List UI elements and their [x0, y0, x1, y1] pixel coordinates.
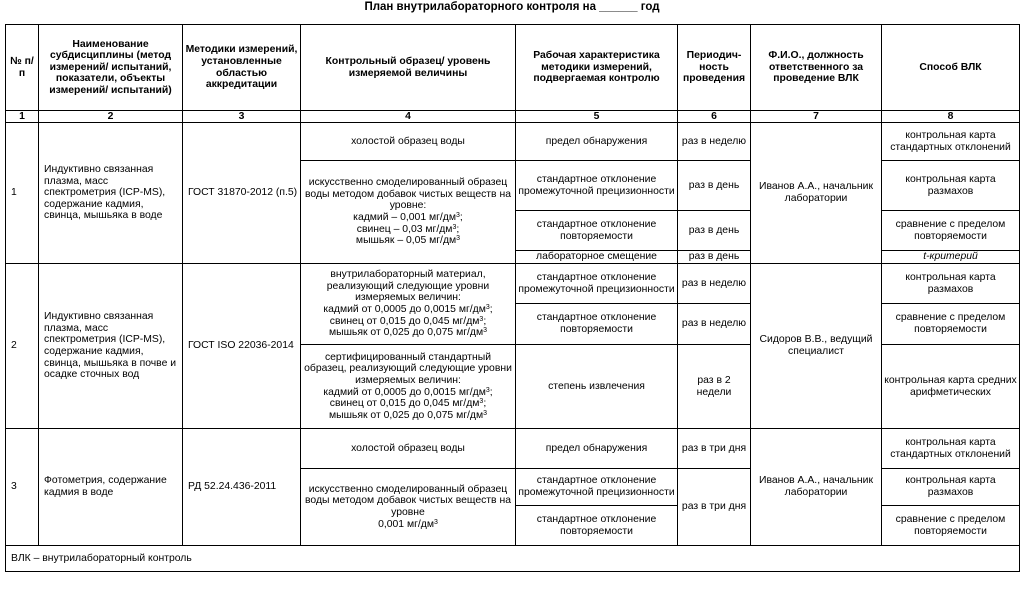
vlk-method-cell: сравнение с пределом повторяемости: [882, 304, 1020, 345]
characteristic-cell: предел обнаружения: [516, 123, 678, 161]
sample-level-cd: кадмий – 0,001 мг/дм: [353, 212, 457, 223]
responsible-cell: Иванов А.А., начальник лаборатории: [751, 123, 882, 264]
footnote: ВЛК – внутрилабораторный контроль: [6, 546, 1020, 572]
header-subdiscipline: Наименование субдисциплины (метод измерений/ испытаний, показатели, объекты измерений/ испытаний): [39, 25, 183, 111]
vlk-method-cell: контрольная карта стандартных отклонений: [882, 123, 1020, 161]
responsible-cell: Иванов А.А., начальник лаборатории: [751, 429, 882, 546]
subdiscipline-cell: Индуктивно связанная плазма, масс спектрометрия (ICP-MS), содержание кадмия, свинца, мышьяка в почве и осадке сточных вод: [39, 264, 183, 429]
characteristic-cell: стандартное отклонение повторяемости: [516, 211, 678, 251]
sample-level-pb: свинец от 0,015 до 0,045 мг/дм: [329, 398, 480, 410]
periodicity-cell: раз в три дня: [678, 469, 751, 546]
sample-description: искусственно смоделированный образец воды методом добавок чистых веществ на уровне:: [305, 177, 511, 212]
periodicity-cell: раз в неделю: [678, 123, 751, 161]
table-row: [6, 429, 1020, 469]
control-sample-cell: искусственно смоделированный образец воды методом добавок чистых веществ на уровне: кадмий – 0,001 $мг/дм^3$; свинец – 0,03 $мг/дм^3$; мышьяк – 0,05 $мг/дм^3$: [301, 161, 516, 264]
control-sample-cell: внутрилабораторный материал, реализующий следующие уровни измеряемых величин: кадмий от 0,0005 до 0,0015 $мг/дм^3$; свинец от 0,015 до 0,045 $мг/дм^3$; мышьяк от 0,025 до 0,075 $мг/дм^3$: [301, 264, 516, 345]
unit-exponent: 3: [456, 235, 461, 243]
unit-exponent: 3: [479, 315, 484, 323]
sample-level-as: мышьяк – 0,05 мг/дм: [355, 235, 457, 247]
vlk-method-cell: контрольная карта размахов: [882, 469, 1020, 506]
unit-exponent: 3: [479, 398, 484, 406]
sample-level-pb: свинец от 0,015 до 0,045 мг/дм: [329, 315, 480, 327]
characteristic-cell: стандартное отклонение повторяемости: [516, 304, 678, 345]
vlk-method-cell: t-критерий: [882, 251, 1020, 264]
sample-level-cd: 0,001 мг/дм: [378, 518, 434, 530]
column-number: 5: [516, 111, 678, 123]
sample-level-cd: кадмий от 0,0005 до 0,0015 мг/дм: [323, 304, 486, 315]
method-cell: РД 52.24.436-2011: [183, 429, 301, 546]
characteristic-cell: стандартное отклонение промежуточной прецизионности: [516, 161, 678, 211]
periodicity-cell: раз в день: [678, 161, 751, 211]
vlk-method-cell: контрольная карта размахов: [882, 264, 1020, 304]
header-periodicity: Периодич-ность проведения: [678, 25, 751, 111]
column-number-row: [6, 111, 1020, 123]
subdiscipline-cell: Фотометрия, содержание кадмия в воде: [39, 429, 183, 546]
column-number: 2: [39, 111, 183, 123]
characteristic-cell: стандартное отклонение повторяемости: [516, 506, 678, 546]
vlk-plan-table: [5, 24, 1020, 572]
page-title: План внутрилабораторного контроля на ______ год: [364, 1, 660, 13]
column-number: 8: [882, 111, 1020, 123]
footnote-row: [6, 546, 1020, 572]
sample-description: сертифицированный стандартный образец, реализующий следующие уровни измеряемых величин:: [304, 351, 512, 386]
unit-exponent: 3: [485, 386, 490, 394]
method-cell: ГОСТ 31870-2012 (п.5): [183, 123, 301, 264]
characteristic-cell: степень извлечения: [516, 345, 678, 429]
unit-exponent: 3: [456, 212, 460, 219]
header-row: [6, 25, 1020, 111]
column-number: 3: [183, 111, 301, 123]
sample-level-cd: кадмий от 0,0005 до 0,0015 мг/дм: [323, 386, 486, 398]
sample-level-as: мышьяк от 0,025 до 0,075 мг/дм: [328, 327, 484, 339]
sample-level-as: мышьяк от 0,025 до 0,075 мг/дм: [328, 409, 484, 421]
sample-description: внутрилабораторный материал, реализующий следующие уровни измеряемых величин:: [326, 269, 490, 304]
row-number: 1: [6, 123, 39, 264]
control-sample-cell: [301, 469, 516, 546]
sample-description: искусственно смоделированный образец воды методом добавок чистых веществ на уровне: [305, 483, 511, 518]
row-number: 2: [6, 264, 39, 429]
periodicity-cell: раз в неделю: [678, 264, 751, 304]
header-sample: Контрольный образец/ уровень измеряемой величины: [301, 25, 516, 111]
characteristic-cell: стандартное отклонение промежуточной прецизионности: [516, 264, 678, 304]
header-vlk-method: Способ ВЛК: [882, 25, 1020, 111]
column-number: 1: [6, 111, 39, 123]
periodicity-cell: раз в день: [678, 251, 751, 264]
header-responsible: Ф.И.О., должность ответственного за проведение ВЛК: [751, 25, 882, 111]
unit-exponent: 3: [434, 518, 438, 526]
unit-exponent: 3: [483, 327, 488, 335]
periodicity-cell: раз в день: [678, 211, 751, 251]
vlk-method-cell: сравнение с пределом повторяемости: [882, 506, 1020, 546]
table-row: [6, 123, 1020, 161]
method-cell: ГОСТ ISO 22036-2014: [183, 264, 301, 429]
vlk-method-cell: сравнение с пределом повторяемости: [882, 211, 1020, 251]
row-number: 3: [6, 429, 39, 546]
periodicity-cell: раз в неделю: [678, 304, 751, 345]
table-row: [6, 264, 1020, 304]
unit-exponent: 3: [452, 223, 457, 231]
subdiscipline-cell: Индуктивно связанная плазма, масс спектрометрия (ICP-MS), содержание кадмия, свинца, мышьяка в воде: [39, 123, 183, 264]
header-num: № п/п: [6, 25, 39, 111]
characteristic-cell: предел обнаружения: [516, 429, 678, 469]
control-sample-cell: холостой образец воды: [301, 123, 516, 161]
vlk-method-cell: контрольная карта размахов: [882, 161, 1020, 211]
vlk-method-cell: контрольная карта стандартных отклонений: [882, 429, 1020, 469]
header-characteristic: Рабочая характеристика методики измерений, подвергаемая контролю: [516, 25, 678, 111]
unit-exponent: 3: [483, 409, 488, 417]
responsible-cell: Сидоров В.В., ведущий специалист: [751, 264, 882, 429]
unit-exponent: 3: [485, 304, 490, 311]
vlk-method-cell: контрольная карта средних арифметических: [882, 345, 1020, 429]
column-number: 4: [301, 111, 516, 123]
column-number: 7: [751, 111, 882, 123]
periodicity-cell: раз в 2 недели: [678, 345, 751, 429]
control-sample-cell: холостой образец воды: [301, 429, 516, 469]
characteristic-cell: стандартное отклонение промежуточной прецизионности: [516, 469, 678, 506]
characteristic-cell: лабораторное смещение: [516, 251, 678, 264]
column-number: 6: [678, 111, 751, 123]
sample-level-pb: свинец – 0,03 мг/дм: [356, 223, 453, 235]
header-method: Методики измерений, установленные областью аккредитации: [183, 25, 301, 111]
periodicity-cell: раз в три дня: [678, 429, 751, 469]
control-sample-cell: сертифицированный стандартный образец, реализующий следующие уровни измеряемых величин: кадмий от 0,0005 до 0,0015 $мг/дм^3$; свинец от 0,015 до 0,045 $мг/дм^3$; мышьяк от 0,025 до 0,075 $мг/дм^3$: [301, 345, 516, 429]
